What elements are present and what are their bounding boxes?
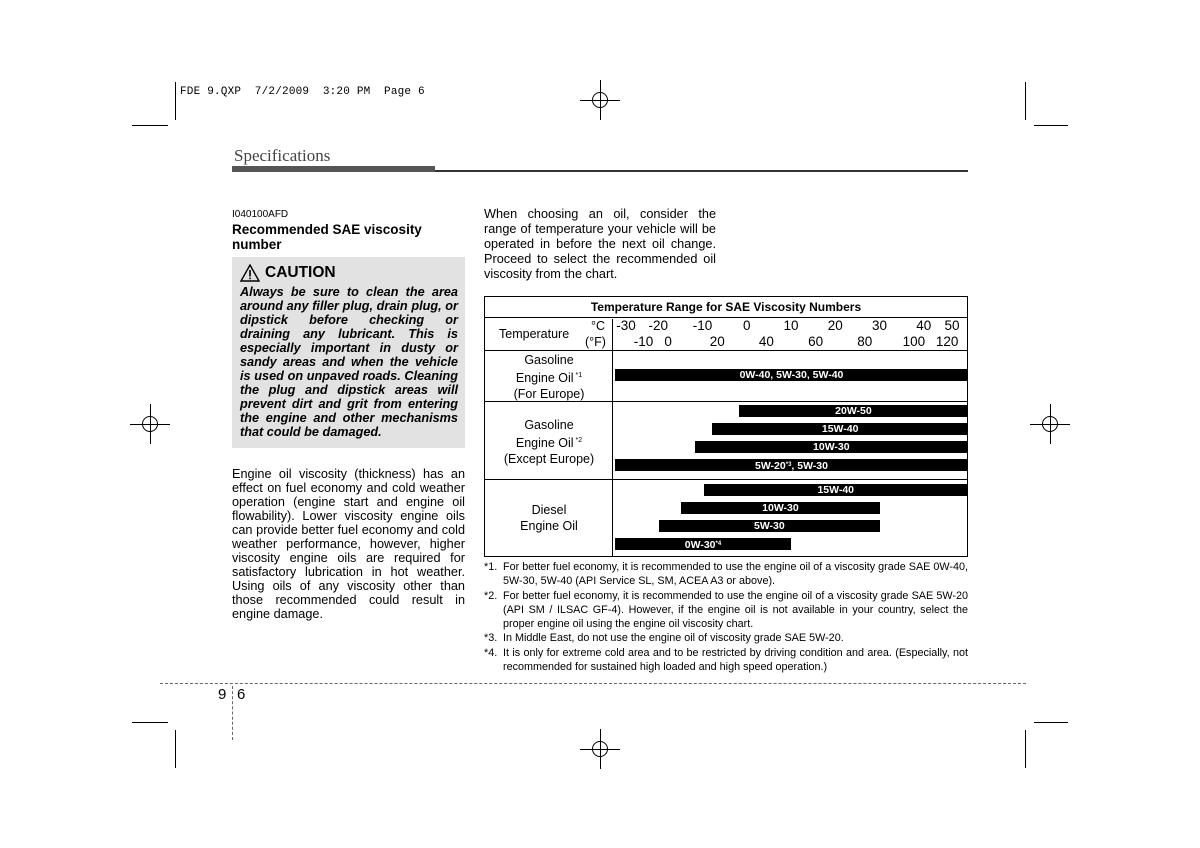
- crop-mark: [1025, 82, 1026, 120]
- registration-mark-icon: [580, 729, 620, 769]
- celsius-tick-label: 30: [871, 318, 888, 333]
- viscosity-bar: 10W-30: [695, 441, 968, 453]
- subheading: Recommended SAE viscosity number: [232, 222, 422, 252]
- oil-category-label: Gasoline Engine Oil $^{*1}$ (For Europe): [513, 353, 585, 401]
- viscosity-bar: 5W-30: [659, 520, 879, 532]
- oil-category-label: Diesel Engine Oil: [520, 503, 578, 533]
- crop-mark: [132, 722, 168, 723]
- viscosity-bar: 0W-40, 5W-30, 5W-40: [615, 369, 968, 381]
- registration-mark-icon: [580, 80, 620, 120]
- crop-mark: [175, 730, 176, 768]
- footnote: [484, 560, 968, 589]
- chart-row-divider: [485, 479, 967, 480]
- celsius-tick-label: -10: [692, 318, 713, 333]
- viscosity-paragraph: Engine oil viscosity (thickness) has an effect on fuel economy and cold weather operation (engine start and engine oil flowability). Lower viscosity engine oils can provide better fuel economy and cold weather performance, however, higher viscosity engine oils are required for satisfactory lubrication in hot weather. Using oils of any viscosity other than those recommended could result in engine damage.: [232, 467, 465, 621]
- viscosity-bar: 5W-20$^{*3}$, 5W-30: [615, 459, 968, 471]
- celsius-tick-label: 40: [916, 318, 932, 333]
- footnotes: [484, 560, 968, 674]
- crop-mark: [175, 82, 176, 120]
- fahrenheit-tick-label: 100: [902, 334, 926, 349]
- footnote-text: It is only for extreme cold area and to be restricted by driving condition and area. (Especially, not recommended for sustained high loaded and high speed operation.): [503, 646, 968, 674]
- crop-mark: [1034, 722, 1068, 723]
- fahrenheit-tick-label: 40: [758, 334, 774, 349]
- celsius-tick-label: -20: [648, 318, 669, 333]
- caution-box: [232, 257, 465, 448]
- viscosity-bar: 20W-50: [739, 405, 968, 417]
- viscosity-bar: 15W-40: [712, 423, 968, 435]
- viscosity-bar: 0W-30$^{*4}$: [615, 538, 791, 550]
- celsius-unit: °C: [591, 319, 606, 333]
- registration-mark-icon: [130, 404, 170, 444]
- section-code: I040100AFD: [232, 209, 289, 220]
- chart-row-divider: [485, 350, 967, 351]
- chapter-number: 9: [218, 686, 227, 703]
- footnote-key: *2.: [484, 589, 498, 602]
- fahrenheit-tick-label: 20: [709, 334, 725, 349]
- viscosity-chart: [484, 296, 968, 557]
- celsius-tick-label: 50: [944, 318, 960, 333]
- fahrenheit-tick-label: 120: [935, 334, 959, 349]
- fahrenheit-tick-label: 0: [664, 334, 672, 349]
- choosing-oil-paragraph: When choosing an oil, consider the range of temperature your vehicle will be operated in before the next oil change. Proceed to select the recommended oil viscosity from the chart.: [484, 207, 716, 281]
- celsius-tick-label: -30: [616, 318, 636, 333]
- section-title: Specifications: [234, 146, 331, 165]
- celsius-tick-label: 20: [827, 318, 843, 333]
- fahrenheit-tick-label: 80: [857, 334, 873, 349]
- viscosity-bar: 15W-40: [704, 484, 969, 496]
- chart-title: Temperature Range for SAE Viscosity Numbers: [485, 297, 967, 318]
- registration-mark-icon: [1030, 404, 1070, 444]
- footer-divider: [232, 686, 233, 740]
- oil-category-label: Gasoline Engine Oil $^{*2}$ (Except Europe): [503, 417, 595, 466]
- crop-mark: [132, 125, 168, 126]
- celsius-tick-label: 10: [783, 318, 799, 333]
- footer-rule: [160, 683, 1026, 684]
- crop-mark: [1034, 125, 1068, 126]
- footnote: [484, 646, 968, 675]
- fahrenheit-unit: (°F): [585, 335, 606, 349]
- temperature-label: Temperature: [499, 327, 570, 341]
- footnote-text: For better fuel economy, it is recommended to use the engine oil of a viscosity grade SAE 0W-40, 5W-30, 5W-40 (API Service SL, SM, ACEA A3 or above).: [503, 561, 968, 588]
- warning-triangle-icon: [240, 264, 260, 282]
- viscosity-bar: 10W-30: [681, 502, 879, 514]
- celsius-tick-label: 0: [742, 318, 751, 333]
- title-rule-accent: [232, 166, 435, 172]
- footnote-key: *3.: [484, 632, 498, 645]
- caution-title: CAUTION: [265, 264, 336, 281]
- caution-text: Always be sure to clean the area around any filler plug, drain plug, or dipstick before checking or draining any lubricant. This is especially important in dusty or sandy areas and when the vehicle is used on unpaved roads. Cleaning the plug and dipstick areas will prevent dirt and grit from entering the engine and other mechanisms that could be damaged.: [240, 285, 458, 439]
- footnote: [484, 589, 968, 632]
- crop-mark: [1025, 730, 1026, 768]
- footnote-text: In Middle East, do not use the engine oil of viscosity grade SAE 5W-20.: [503, 632, 844, 645]
- fahrenheit-tick-label: 60: [808, 334, 824, 349]
- footnote-text: For better fuel economy, it is recommended to use the engine oil of a viscosity grade SAE 5W-20 (API SM / ILSAC GF-4). However, if the engine oil is not available in your country, select the proper engine oil using the engine oil viscosity chart.: [503, 589, 968, 631]
- fahrenheit-tick-label: -10: [633, 334, 654, 349]
- footnote: [484, 631, 968, 645]
- printer-slug: FDE 9.QXP 7/2/2009 3:20 PM Page 6: [180, 86, 425, 98]
- footnote-key: *4.: [484, 646, 498, 659]
- page-number: 6: [237, 686, 246, 703]
- caution-header: [240, 264, 336, 282]
- footnote-key: *1.: [484, 561, 498, 573]
